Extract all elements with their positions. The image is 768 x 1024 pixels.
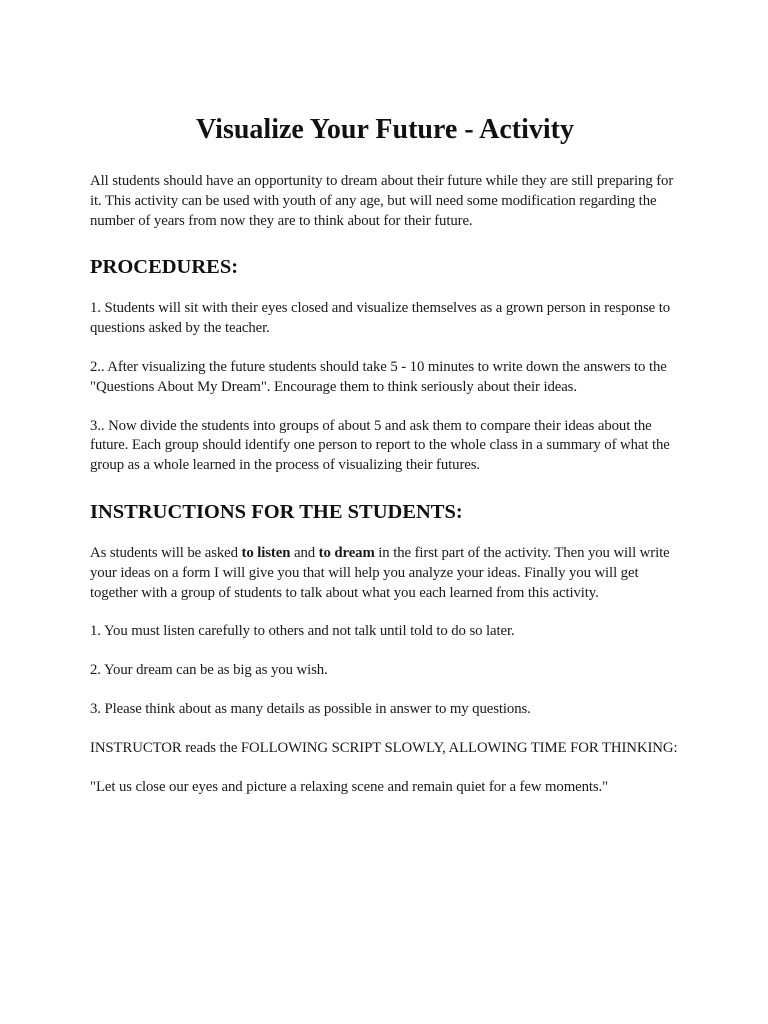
intro-paragraph: All students should have an opportunity to dream about their future while they are still preparing for it. This activity can be used with youth of any age, but will need some modification regarding the number of years from now they are to think about for their future.: [90, 173, 674, 229]
instruction-item-2: 2. Your dream can be as big as you wish.: [90, 662, 328, 679]
page-title: Visualize Your Future - Activity: [196, 114, 574, 145]
script-quote: "Let us close our eyes and picture a relaxing scene and remain quiet for a few moments.": [90, 778, 609, 795]
document-page: [90, 110, 680, 816]
instruction-item-1: 1. You must listen carefully to others and not talk until told to do so later.: [90, 623, 515, 640]
instructions-lead-paragraph: [90, 544, 680, 603]
lead-text-3: in the first part of the activity. Then you will write your ideas on a form I will give you that will help you analyze your ideas. Finally you will get together with a group of students to talk about what you each learned from this activity.: [90, 544, 670, 601]
procedure-item-3: 3.. Now divide the students into groups of about 5 and ask them to compare their ideas about the future. Each group should identify one person to report to the whole class in a summary of what the group as a whole learned in the process of visualizing their futures.: [90, 417, 670, 474]
lead-text-1: As students will be asked: [90, 544, 242, 561]
lead-bold-dream: to dream: [318, 544, 375, 561]
lead-text-2: and: [290, 544, 319, 561]
instruction-item-3: 3. Please think about as many details as possible in answer to my questions.: [90, 700, 531, 717]
instructor-note: INSTRUCTOR reads the FOLLOWING SCRIPT SLOWLY, ALLOWING TIME FOR THINKING:: [90, 739, 678, 756]
procedures-heading: PROCEDURES:: [90, 256, 239, 279]
procedure-item-1: 1. Students will sit with their eyes closed and visualize themselves as a grown person in response to questions asked by the teacher.: [90, 300, 671, 337]
procedure-item-2: 2.. After visualizing the future students should take 5 - 10 minutes to write down the answers to the "Questions About My Dream". Encourage them to think seriously about their ideas.: [90, 358, 667, 395]
lead-bold-listen: to listen: [241, 544, 291, 561]
instructions-heading: INSTRUCTIONS FOR THE STUDENTS:: [90, 500, 463, 523]
